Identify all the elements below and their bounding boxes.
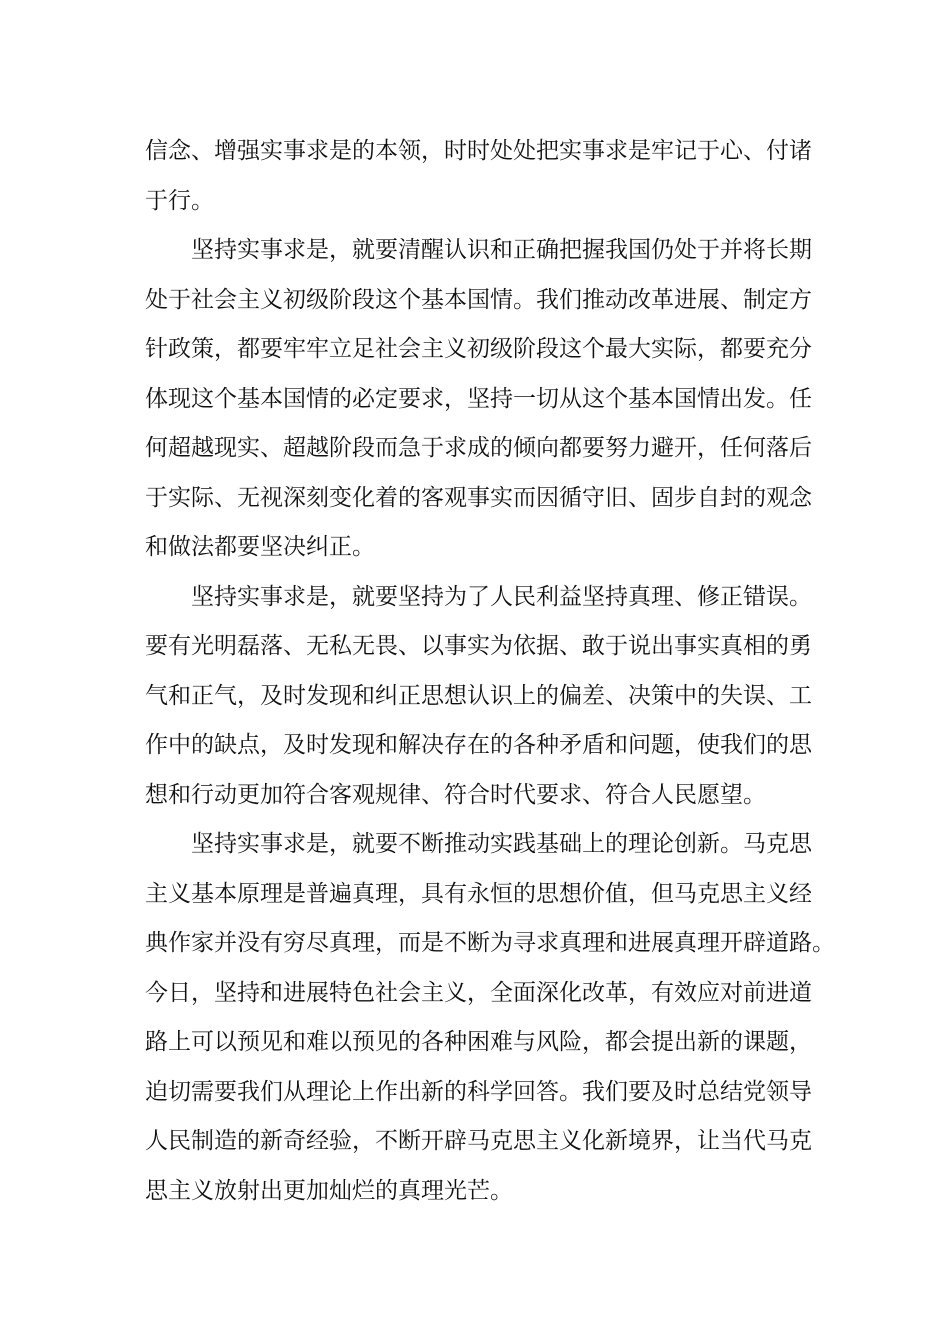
paragraph-start-line: 坚持实事求是，就要不断推动实践基础上的理论创新。马克思: [191, 831, 812, 857]
text-line: 主义基本原理是普遍真理，具有永恒的思想价值，但马克思主义经: [145, 881, 812, 907]
text-line: 体现这个基本国情的必定要求，坚持一切从这个基本国情出发。任: [145, 386, 812, 412]
text-line: 今日，坚持和进展特色社会主义，全面深化改革，有效应对前进道: [145, 980, 812, 1006]
paragraph-start-line: 坚持实事求是，就要清醒认识和正确把握我国仍处于并将长期: [191, 237, 812, 263]
text-line: 气和正气，及时发现和纠正思想认识上的偏差、决策中的失误、工: [145, 683, 812, 709]
text-line: 路上可以预见和难以预见的各种困难与风险，都会提出新的课题，: [145, 1029, 812, 1055]
text-line: 要有光明磊落、无私无畏、以事实为依据、敢于说出事实真相的勇: [145, 633, 812, 659]
text-line: 典作家并没有穷尽真理，而是不断为寻求真理和进展真理开辟道路。: [145, 930, 835, 956]
text-line: 针政策，都要牢牢立足社会主义初级阶段这个最大实际，都要充分: [145, 336, 812, 362]
text-line: 于实际、无视深刻变化着的客观事实而因循守旧、固步自封的观念: [145, 485, 812, 511]
paragraph-start-line: 坚持实事求是，就要坚持为了人民利益坚持真理、修正错误。: [191, 584, 812, 610]
text-line: 作中的缺点，及时发现和解决存在的各种矛盾和问题，使我们的思: [145, 732, 812, 758]
text-line: 和做法都要坚决纠正。: [145, 534, 375, 560]
text-line: 信念、增强实事求是的本领，时时处处把实事求是牢记于心、付诸: [145, 138, 812, 164]
text-line: 迫切需要我们从理论上作出新的科学回答。我们要及时总结党领导: [145, 1079, 812, 1105]
text-line: 何超越现实、超越阶段而急于求成的倾向都要努力避开，任何落后: [145, 435, 812, 461]
text-line: 于行。: [145, 188, 214, 214]
text-line: 想和行动更加符合客观规律、符合时代要求、符合人民愿望。: [145, 782, 766, 808]
text-line: 思主义放射出更加灿烂的真理光芒。: [145, 1178, 513, 1204]
text-line: 处于社会主义初级阶段这个基本国情。我们推动改革进展、制定方: [145, 287, 812, 313]
text-line: 人民制造的新奇经验，不断开辟马克思主义化新境界，让当代马克: [145, 1128, 812, 1154]
